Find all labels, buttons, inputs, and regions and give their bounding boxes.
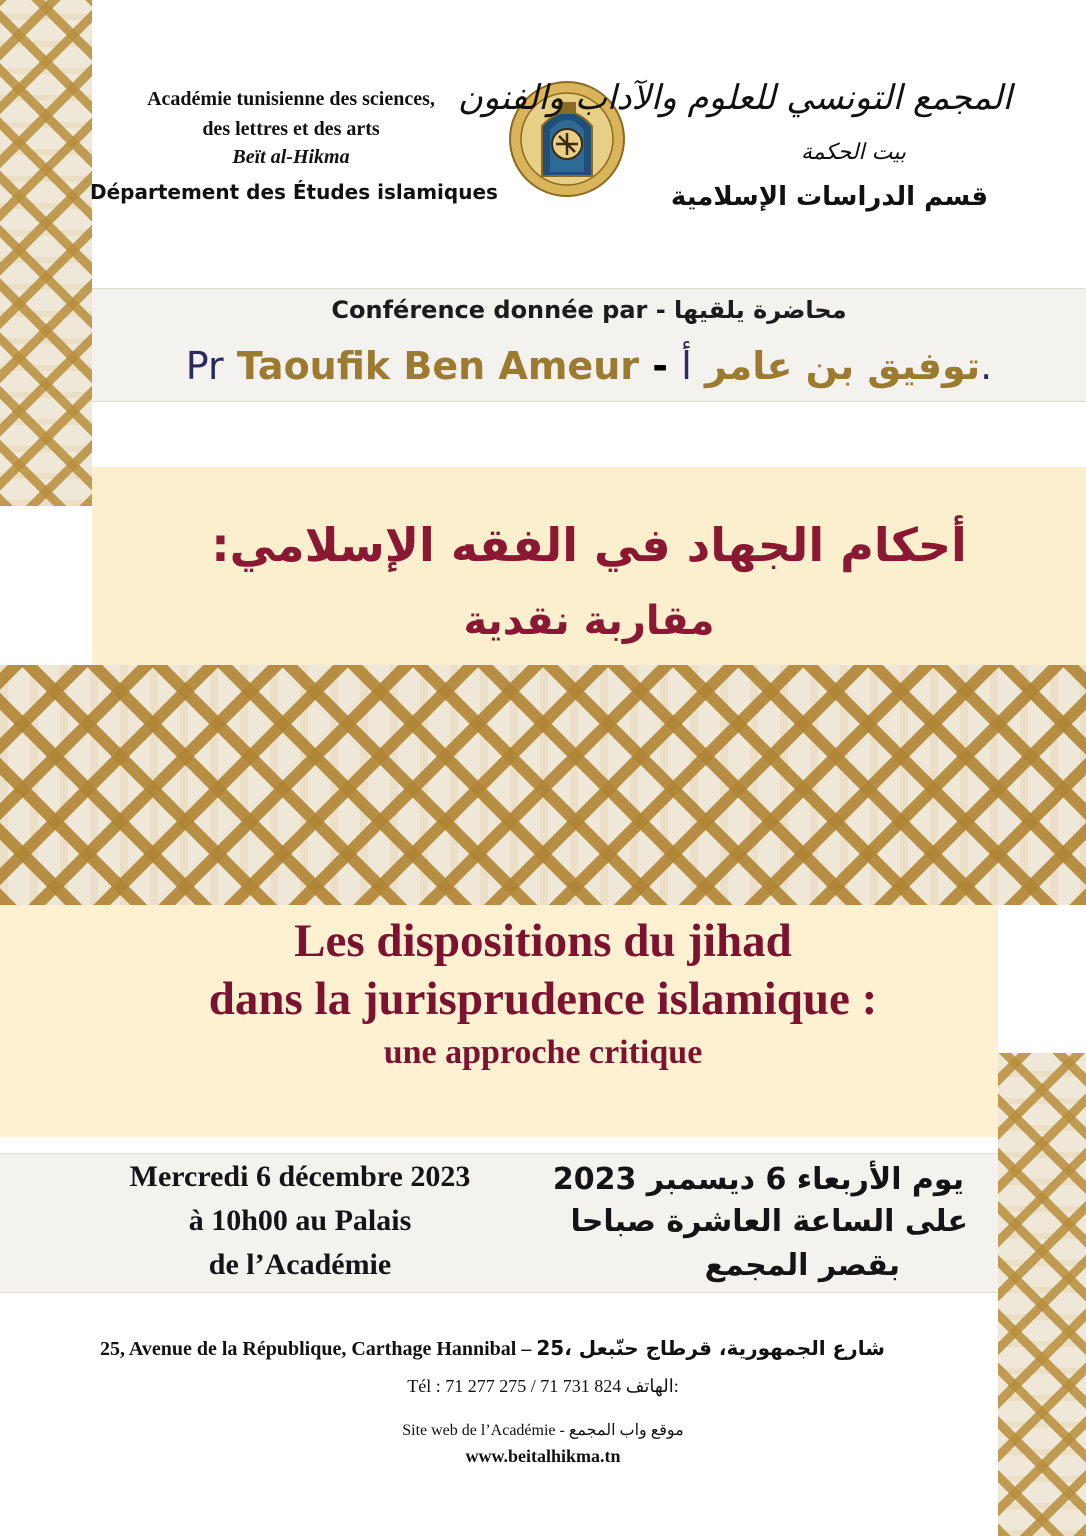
website-url[interactable]: www.beitalhikma.tn xyxy=(465,1446,621,1466)
title-ar-line1: أحكام الجهاد في الفقه الإسلامي: xyxy=(211,518,967,572)
speaker-name-ar: توفيق بن عامر xyxy=(705,344,981,388)
schedule-ar-line2: على الساعة العاشرة صباحا xyxy=(570,1204,968,1239)
title-fr-line3: une approche critique xyxy=(383,1034,703,1071)
website-label-fr: Site web de l’Académie - xyxy=(402,1422,565,1439)
speaker: Pr Taoufik Ben Ameur - توفيق بن عامر أ. xyxy=(185,344,993,388)
speaker-prefix-ar: أ. xyxy=(681,344,993,388)
address-fr: 25, Avenue de la République, Carthage Hannibal – xyxy=(100,1338,532,1360)
department-ar: قسم الدراسات الإسلامية xyxy=(670,182,988,212)
conference-label: Conférence donnée par - محاضرة يلقيها xyxy=(331,296,847,324)
academy-name-fr-line1: Académie tunisienne des sciences, xyxy=(147,88,435,110)
speaker-prefix-fr: Pr xyxy=(185,344,224,388)
academy-name-fr-line3: Beït al-Hikma xyxy=(232,146,350,168)
academy-name-fr-line2: des lettres et des arts xyxy=(202,118,380,140)
schedule-ar-line3: بقصر المجمع xyxy=(704,1248,900,1283)
islamic-pattern-left xyxy=(0,0,92,506)
title-fr-line2: dans la jurisprudence islamique : xyxy=(208,973,878,1025)
website-label xyxy=(0,1420,1086,1440)
beit-al-hikma-ar: بيت الحكمة xyxy=(800,140,906,165)
website-label-ar: موقع واب المجمع xyxy=(568,1422,684,1439)
telephone-label-ar: الهاتف: xyxy=(625,1376,679,1396)
address-ar: 25، شارع الجمهورية، قرطاج حنّبعل xyxy=(536,1336,885,1360)
schedule-fr-line3: de l’Académie xyxy=(208,1248,392,1281)
telephone-number: Tél : 71 277 275 / 71 731 824 xyxy=(407,1376,622,1396)
conference-label-ar: محاضرة يلقيها xyxy=(674,296,847,324)
address xyxy=(100,1336,885,1361)
islamic-pattern-band xyxy=(0,665,1086,905)
telephone xyxy=(0,1376,1086,1397)
speaker-name-fr: Taoufik Ben Ameur xyxy=(236,344,639,388)
title-fr-line1: Les dispositions du jihad xyxy=(294,915,792,967)
schedule-fr-line1: Mercredi 6 décembre 2023 xyxy=(129,1160,471,1193)
title-ar-line2: مقاربة نقدية xyxy=(463,598,715,644)
schedule-fr-line2: à 10h00 au Palais xyxy=(188,1204,412,1237)
schedule-ar-line1: يوم الأربعاء 6 ديسمبر 2023 xyxy=(552,1162,964,1197)
department-fr: Département des Études islamiques xyxy=(90,180,498,204)
academy-name-ar: المجمع التونسي للعلوم والآداب والفنون xyxy=(457,78,1012,118)
conference-label-fr: Conférence donnée par xyxy=(331,296,648,324)
